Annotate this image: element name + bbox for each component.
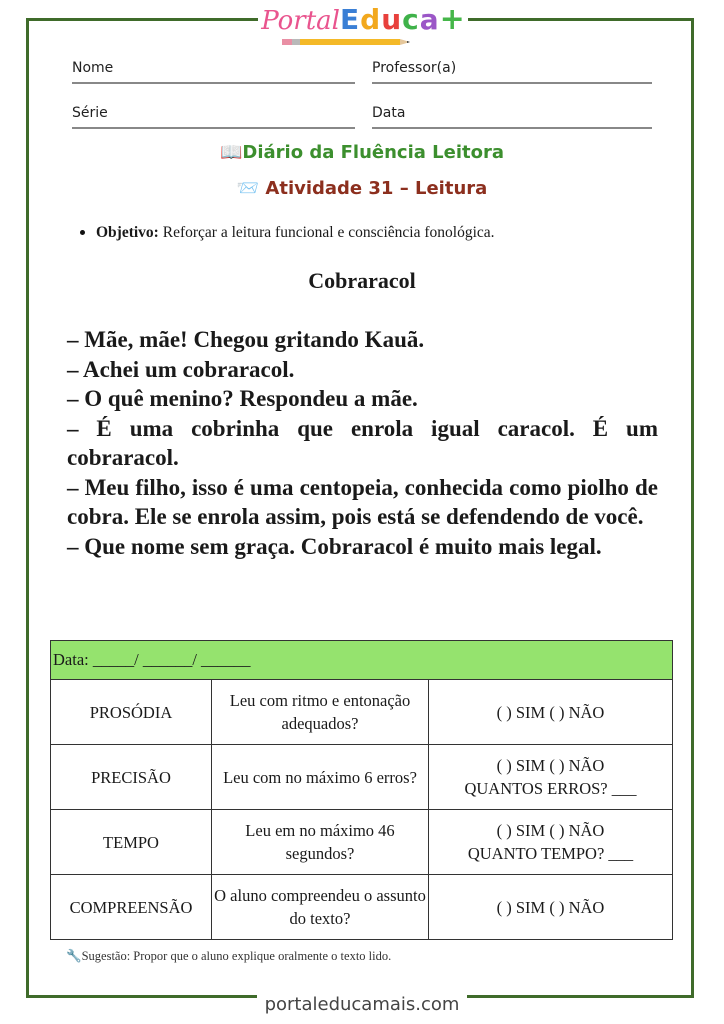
suggestion-note	[66, 949, 391, 964]
diary-title: Diário da Fluência Leitora	[242, 142, 505, 163]
evaluation-table	[50, 640, 673, 940]
story-line: – O quê menino? Respondeu a mãe.	[67, 386, 418, 411]
answer-cell[interactable]: ( ) SIM ( ) NÃO	[429, 680, 673, 745]
logo-educa-text: Educa	[340, 3, 440, 36]
answer-cell[interactable]: ( ) SIM ( ) NÃO	[429, 875, 673, 940]
wrench-icon: 🔧	[66, 949, 82, 963]
date-field[interactable]	[372, 105, 405, 121]
activity-title: Atividade 31 – Leitura	[265, 178, 488, 199]
grade-line	[72, 127, 355, 129]
story-line: – Achei um cobraracol.	[67, 356, 295, 382]
suggestion-text: Sugestão: Propor que o aluno explique oralmente o texto lido.	[81, 949, 392, 963]
question-cell: Leu com no máximo 6 erros?	[212, 745, 429, 810]
pencil-icon	[282, 38, 412, 46]
logo-portal-text: Portal	[261, 6, 340, 36]
story-text	[67, 325, 658, 561]
name-field[interactable]	[72, 60, 113, 76]
table-row	[51, 875, 673, 940]
envelope-icon: 📨	[236, 178, 260, 199]
story-line: – Que nome sem graça. Cobraracol é muito mais legal.	[67, 533, 602, 559]
grade-label: Série	[72, 105, 108, 121]
date-label: Data	[372, 105, 406, 121]
table-row	[51, 680, 673, 745]
book-icon: 📖	[219, 142, 243, 163]
teacher-line	[372, 82, 652, 84]
criterion-cell: TEMPO	[51, 810, 212, 875]
question-cell: Leu em no máximo 46 segundos?	[212, 810, 429, 875]
name-line	[72, 82, 355, 84]
date-line	[372, 127, 652, 129]
question-cell: Leu com ritmo e entonação adequados?	[212, 680, 429, 745]
criterion-cell: PROSÓDIA	[51, 680, 212, 745]
question-cell: O aluno compreendeu o assunto do texto?	[212, 875, 429, 940]
story-title: Cobraracol	[308, 268, 416, 293]
footer	[0, 994, 724, 1015]
grade-field[interactable]	[72, 105, 108, 121]
table-row	[51, 745, 673, 810]
teacher-field[interactable]	[372, 60, 456, 76]
objective	[96, 224, 495, 242]
table-row	[51, 810, 673, 875]
diary-heading	[0, 142, 724, 163]
objective-text: Reforçar a leitura funcional e consciência fonológica.	[158, 224, 495, 241]
footer-url[interactable]: portaleducamais.com	[257, 994, 468, 1015]
answer-cell[interactable]: ( ) SIM ( ) NÃO QUANTO TEMPO? ___	[429, 810, 673, 875]
story-line: – Meu filho, isso é uma centopeia, conhecida como piolho de cobra. Ele se enrola assim, pois está se defendendo de você.	[67, 474, 658, 529]
teacher-label: Professor(a)	[372, 60, 457, 76]
criterion-cell: COMPREENSÃO	[51, 875, 212, 940]
story-line: – Mãe, mãe! Chegou gritando Kauã.	[67, 327, 425, 352]
name-label: Nome	[72, 60, 114, 76]
logo-plus: +	[439, 2, 465, 37]
objective-label: Objetivo:	[96, 224, 159, 241]
bullet-icon	[80, 230, 85, 235]
criterion-cell: PRECISÃO	[51, 745, 212, 810]
answer-cell[interactable]: ( ) SIM ( ) NÃO QUANTOS ERROS? ___	[429, 745, 673, 810]
activity-heading	[0, 178, 724, 199]
date-row[interactable]: Data: _____/ ______/ ______	[51, 641, 673, 680]
story-line: – É uma cobrinha que enrola igual caracol. É um cobraracol.	[67, 415, 658, 470]
